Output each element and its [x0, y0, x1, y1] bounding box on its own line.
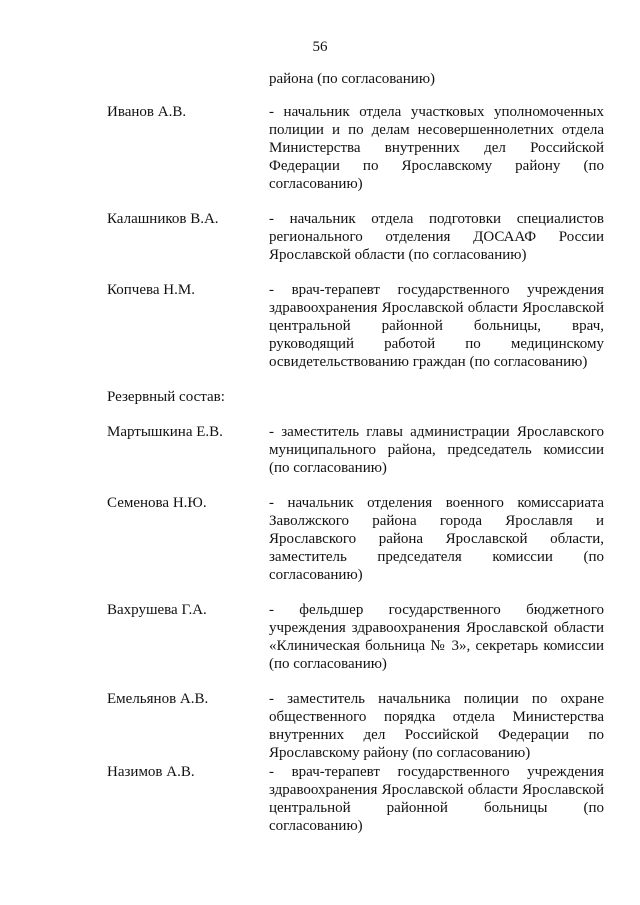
reserve-row [107, 763, 604, 835]
reserve-name: Емельянов А.В. [107, 691, 209, 707]
reserve-row [107, 494, 604, 584]
reserve-row [107, 423, 604, 477]
page-number: 56 [312, 39, 328, 55]
reserve-name: Мартышкина Е.В. [107, 424, 223, 440]
reserve-role: - фельдшер государственного бюджетного учреждения здравоохранения Ярославской области «Клиническая больница № 3», секретарь комиссии (по согласованию) [269, 602, 604, 672]
member-role: - начальник отдела подготовки специалистов регионального отделения ДОСААФ России Ярославской области (по согласованию) [269, 211, 604, 263]
member-role: - врач-терапевт государственного учреждения здравоохранения Ярославской области Ярославской центральной районной больницы, врач, руководящий работой по медицинскому освидетельствованию граждан (по согласованию) [269, 282, 604, 370]
member-name: Калашников В.А. [107, 211, 219, 227]
member-name: Копчева Н.М. [107, 282, 195, 298]
reserve-name: Вахрушева Г.А. [107, 602, 207, 618]
reserve-role: - заместитель начальника полиции по охране общественного порядка отдела Министерства внутренних дел Российской Федерации по Ярославскому району (по согласованию) [269, 691, 604, 761]
reserve-row [107, 601, 604, 673]
reserve-role: - заместитель главы администрации Ярославского муниципального района, председатель комиссии (по согласованию) [269, 424, 604, 476]
continuation-text: района (по согласованию) [269, 71, 436, 87]
reserve-name: Семенова Н.Ю. [107, 495, 207, 511]
reserve-title: Резервный состав: [107, 389, 225, 405]
member-name: Иванов А.В. [107, 104, 187, 120]
reserve-name: Назимов А.В. [107, 764, 195, 780]
reserve-role: - начальник отделения военного комиссариата Заволжского района города Ярославля и Ярославского района Ярославской области, заместитель председателя комиссии (по согласованию) [269, 495, 604, 583]
reserve-row [107, 690, 604, 762]
member-row [107, 210, 604, 264]
member-role: - начальник отдела участковых уполномоченных полиции и по делам несовершеннолетних отдела Министерства внутренних дел Российской Федерации по Ярославскому району (по согласованию) [269, 104, 604, 192]
reserve-role: - врач-терапевт государственного учреждения здравоохранения Ярославской области Ярославской центральной районной больницы (по согласованию) [269, 764, 604, 834]
member-row [107, 281, 604, 371]
commission-list [107, 70, 604, 835]
member-row [107, 103, 604, 193]
